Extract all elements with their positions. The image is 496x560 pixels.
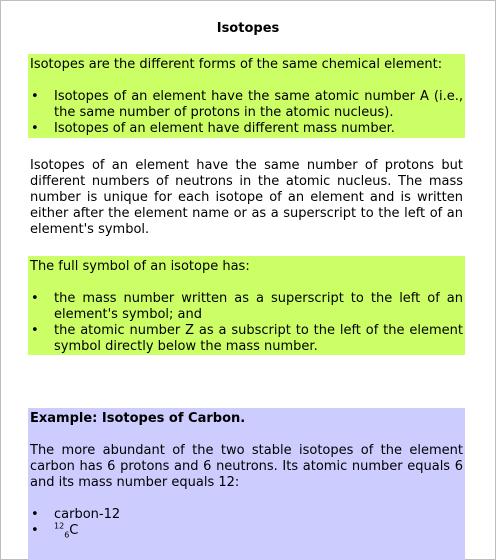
symbol-list xyxy=(30,291,463,355)
element-symbol: C xyxy=(69,523,79,538)
atomic-number: 6 xyxy=(64,530,70,540)
list-item: • the mass number written as a superscript to the left of an element's symbol; and xyxy=(31,291,463,322)
list-item xyxy=(30,523,463,539)
definition-list xyxy=(30,89,463,137)
bullet-icon: • xyxy=(31,523,39,538)
mass-number: 12 xyxy=(54,521,65,531)
example-heading: Example: Isotopes of Carbon. xyxy=(30,411,246,426)
symbol-box xyxy=(28,256,465,355)
definition-intro: Isotopes are the different forms of the same chemical element: xyxy=(30,57,443,72)
bullet-icon: • xyxy=(31,89,39,104)
page-title: Isotopes xyxy=(216,21,280,36)
explanation-paragraph: Isotopes of an element have the same number of protons but different numbers of neutrons in the atomic nucleus. The mass number is unique for each isotope of an element and is written either after the element name or as a superscript to the left of an element's symbol. xyxy=(30,158,463,237)
list-item: • carbon-12 xyxy=(31,507,121,522)
example-list xyxy=(30,507,463,539)
bullet-icon: • xyxy=(31,323,39,338)
definition-box xyxy=(28,54,465,138)
example-box xyxy=(28,408,465,560)
bullet-icon: • xyxy=(31,291,39,306)
bullet-icon: • xyxy=(31,121,39,136)
bullet-icon: • xyxy=(31,507,39,522)
isotope-symbol xyxy=(54,523,78,538)
symbol-intro: The full symbol of an isotope has: xyxy=(30,259,250,274)
list-item: • Isotopes of an element have different mass number. xyxy=(31,121,395,136)
example-text: The more abundant of the two stable isotopes of the element carbon has 6 protons and 6 neutrons. Its atomic number equals 6 and its mass number equals 12: xyxy=(30,443,463,490)
list-item: • the atomic number Z as a subscript to the left of the element symbol directly below the mass number. xyxy=(31,323,463,354)
list-item: • Isotopes of an element have the same atomic number A (i.e., the same number of protons in the atomic nucleus). xyxy=(31,89,463,120)
